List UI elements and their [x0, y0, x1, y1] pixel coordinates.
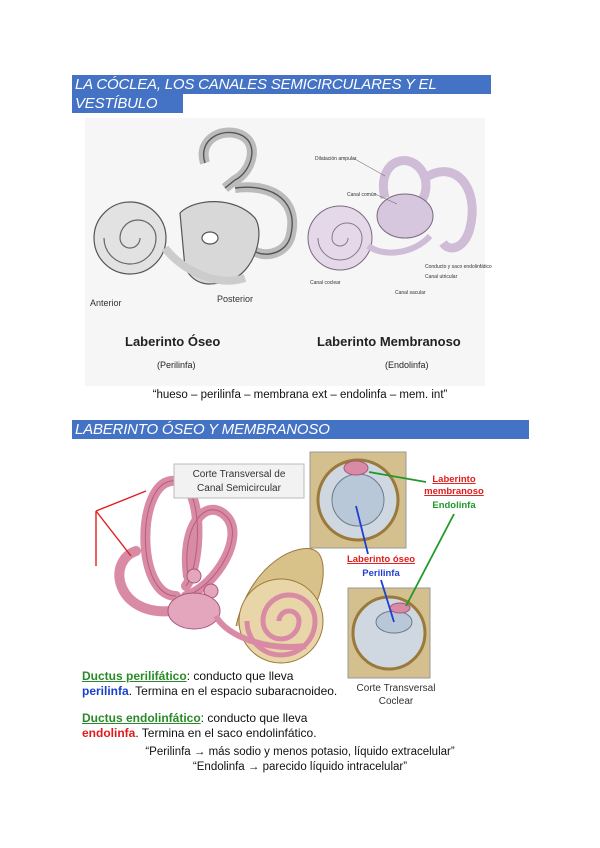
canal-bracket: [96, 491, 146, 511]
ductus-peri-desc1: : conducto que lleva: [186, 669, 294, 683]
section2-quote1: “Perilinfa → más sodio y menos potasio, líquido extracelular”: [145, 746, 455, 758]
label-conducto-saco: Conducto y saco endolinfático: [425, 264, 492, 270]
ductus-perilinfatico-text: [82, 669, 352, 699]
label-canal-coclear: Canal coclear: [310, 280, 341, 286]
perilinfa-label: Perilinfa: [362, 568, 400, 579]
section2-title: LABERINTO ÓSEO Y MEMBRANOSO: [72, 420, 529, 439]
label-dilatacion: Dilatación ampular: [315, 156, 357, 162]
corte-coclear-2: Coclear: [378, 696, 414, 707]
corte-semicircular-2: Canal Semicircular: [197, 483, 281, 494]
ductus-peri-desc2: . Termina en el espacio subaracnoideo.: [128, 684, 338, 698]
section2-quote2: “Endolinfa → parecido líquido intracelular”: [192, 761, 408, 773]
label-canal-utricular: Canal utricular: [425, 274, 458, 280]
corte-semicircular-1: Corte Transversal de: [192, 469, 286, 480]
label-canal-sacular: Canal sacular: [395, 290, 426, 296]
section1-quote: “hueso – perilinfa – membrana ext – endolinfa – mem. int”: [152, 389, 448, 401]
ductus-peri-term: Ductus perilifático: [82, 669, 187, 683]
section-title-line2: VESTÍBULO: [72, 94, 183, 113]
bony-title: Laberinto Óseo: [125, 334, 221, 349]
bony-sub: (Perilinfa): [157, 360, 196, 370]
laberinto-oseo-label: Laberinto óseo: [346, 554, 416, 565]
semicircular-section-illustration: [310, 452, 406, 548]
ductus-endo-word: endolinfa: [82, 726, 136, 740]
endolinfa-label: Endolinfa: [432, 500, 476, 511]
membranous-title: Laberinto Membranoso: [317, 334, 461, 349]
anterior-label: Anterior: [90, 298, 122, 308]
label-canal-comun: Canal común: [347, 192, 377, 198]
corte-coclear-1: Corte Transversal: [356, 683, 436, 694]
labyrinth-comparison-figure: [85, 118, 492, 386]
ductus-endolinfatico-text: [82, 711, 352, 741]
ductus-endo-term: Ductus endolinfático: [82, 711, 201, 725]
membranous-sub: (Endolinfa): [385, 360, 429, 370]
section-title-line1: LA CÓCLEA, LOS CANALES SEMICIRCULARES Y EL: [72, 75, 491, 94]
cochlea-illustration: [216, 549, 323, 663]
ductus-endo-desc1: : conducto que lleva: [200, 711, 308, 725]
cochlear-section-illustration: [348, 588, 430, 678]
ductus-endo-desc2: . Termina en el saco endolinfático.: [135, 726, 317, 740]
ductus-peri-word: perilinfa: [82, 684, 129, 698]
laberinto-membranoso-2: membranoso: [424, 486, 484, 497]
posterior-label: Posterior: [217, 294, 254, 304]
laberinto-membranoso-1: Laberinto: [432, 474, 476, 485]
